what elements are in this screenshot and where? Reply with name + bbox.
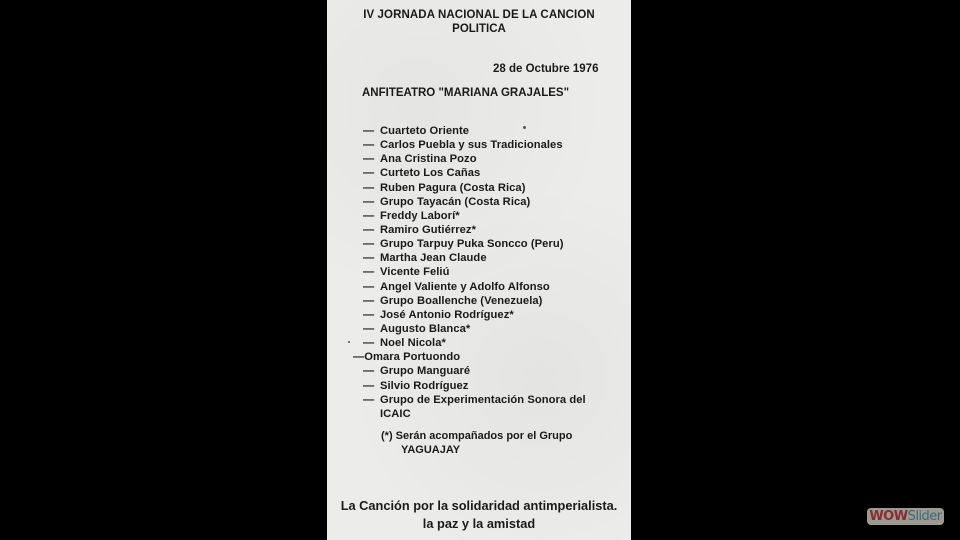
watermark-slider-text: Slider <box>907 509 942 524</box>
performer-name: Angel Valiente y Adolfo Alfonso <box>380 280 550 293</box>
dash-bullet: — <box>363 209 375 222</box>
performer-name: Grupo de Experimentación Sonora del <box>380 393 586 406</box>
dash-bullet: — <box>363 238 375 251</box>
slogan-continued: la paz y la amistad <box>422 516 536 531</box>
document-page <box>327 0 631 540</box>
dash-bullet: — <box>363 393 375 406</box>
dash-bullet: — <box>363 308 375 321</box>
dash-bullet: — <box>363 167 375 180</box>
wowslider-watermark[interactable] <box>867 508 944 525</box>
list-item <box>363 280 586 294</box>
dash-bullet: — <box>363 139 375 152</box>
list-item <box>363 294 586 308</box>
dash-bullet: — <box>353 351 365 364</box>
watermark-wow-text: WOW <box>869 509 908 524</box>
performer-name: Cuarteto Oriente <box>380 125 470 137</box>
list-item <box>363 265 586 279</box>
performer-name: Vicente Feliú <box>380 266 450 279</box>
dash-bullet: — <box>363 280 375 293</box>
performer-name: Ramiro Gutiérrez* <box>380 223 476 236</box>
dash-bullet: — <box>363 379 375 392</box>
paper-speck <box>523 126 526 129</box>
document-title-continued: POLITICA <box>452 23 506 35</box>
dash-bullet: — <box>363 252 375 265</box>
performer-name: Noel Nicola* <box>380 337 446 350</box>
list-item <box>363 364 586 378</box>
dash-bullet: — <box>363 322 375 335</box>
performer-name: Freddy Laborí* <box>380 209 460 222</box>
list-item <box>363 152 586 166</box>
performer-name: Augusto Blanca* <box>380 322 471 335</box>
performer-name: Silvio Rodríguez <box>380 379 469 392</box>
performer-list <box>353 124 586 421</box>
document-title: IV JORNADA NACIONAL DE LA CANCION <box>363 9 595 21</box>
venue-heading: ANFITEATRO "MARIANA GRAJALES" <box>362 87 570 99</box>
list-item <box>363 379 586 393</box>
dash-bullet: — <box>363 153 375 166</box>
list-item <box>363 223 586 237</box>
performer-name: Omara Portuondo <box>364 351 461 364</box>
performer-name: Grupo Tarpuy Puka Soncco (Peru) <box>380 238 564 251</box>
performer-name: Grupo Manguaré <box>380 365 471 378</box>
list-item <box>363 181 586 195</box>
dash-bullet: — <box>363 266 375 279</box>
dash-bullet: — <box>363 365 375 378</box>
performer-name: Grupo Boallenche (Venezuela) <box>380 294 543 307</box>
list-item <box>363 336 586 350</box>
footnote: (*) Serán acompañados por el Grupo <box>381 430 573 442</box>
performer-name: Ana Cristina Pozo <box>380 153 477 166</box>
event-date: 28 de Octubre 1976 <box>493 63 599 75</box>
dash-bullet: — <box>363 195 375 208</box>
list-item <box>363 322 586 336</box>
dash-bullet: — <box>363 294 375 307</box>
list-item <box>363 393 586 407</box>
list-item <box>353 350 586 364</box>
dash-bullet: — <box>363 223 375 236</box>
performer-name: José Antonio Rodríguez* <box>380 308 514 321</box>
dash-bullet: — <box>363 337 375 350</box>
performer-name: Grupo Tayacán (Costa Rica) <box>380 195 531 208</box>
list-item <box>363 195 586 209</box>
dash-bullet: — <box>363 181 375 194</box>
list-item <box>363 209 586 223</box>
paper-speck <box>348 341 350 343</box>
footnote-continued: YAGUAJAY <box>401 444 461 456</box>
list-item <box>363 124 586 138</box>
performer-name: Ruben Pagura (Costa Rica) <box>380 181 526 194</box>
performer-name: Martha Jean Claude <box>380 252 487 265</box>
performer-name: ICAIC <box>380 407 411 420</box>
performer-name: Carlos Puebla y sus Tradicionales <box>380 139 563 152</box>
dash-bullet: — <box>363 125 375 137</box>
list-item <box>363 308 586 322</box>
list-item <box>363 237 586 251</box>
list-item-continuation <box>363 407 586 421</box>
performer-name: Curteto Los Cañas <box>380 167 481 180</box>
list-item <box>363 166 586 180</box>
list-item <box>363 138 586 152</box>
list-item <box>363 251 586 265</box>
slogan: La Canción por la solidaridad antimperialista. <box>340 498 618 513</box>
